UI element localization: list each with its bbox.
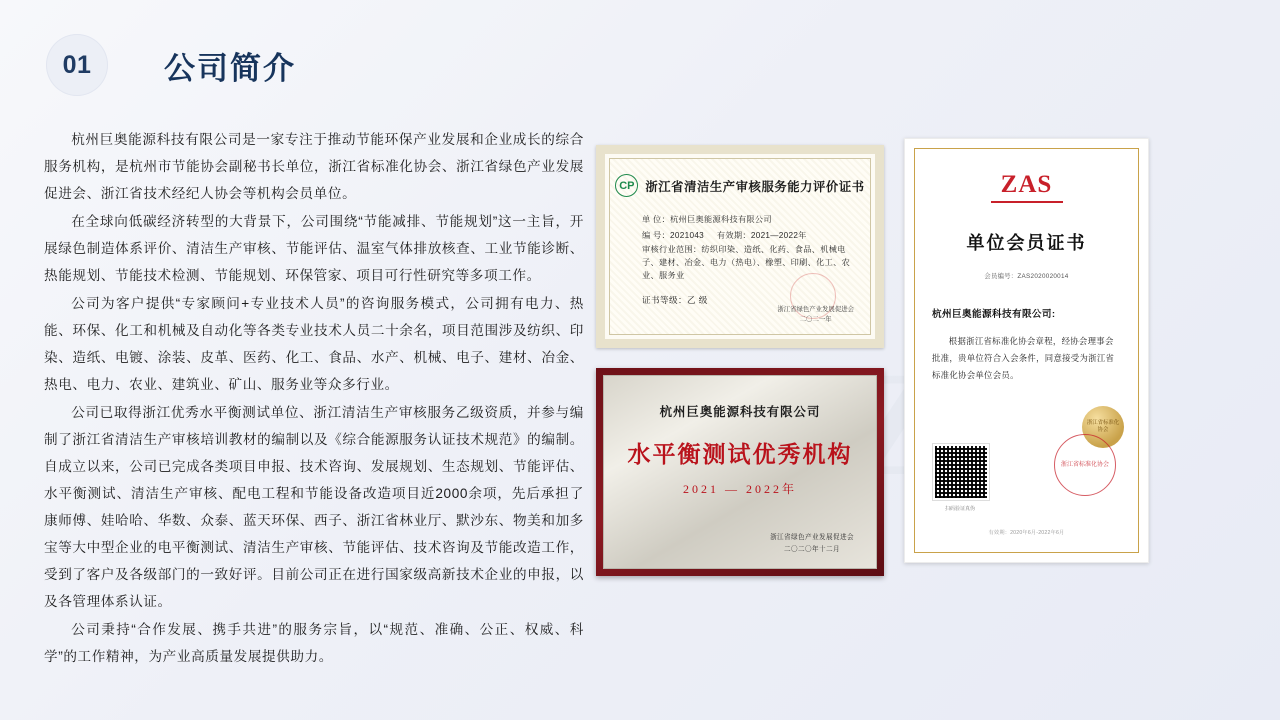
plaque-water-balance <box>596 368 884 576</box>
certificate-body-text: 根据浙江省标准化协会章程，经协会理事会批准，贵单位符合入会条件，同意接受为浙江省标准化协会单位会员。 <box>932 336 1115 380</box>
cleaner-production-logo-icon: CP <box>615 174 638 197</box>
scope-label: 审核行业范围： <box>642 245 702 254</box>
unit-label: 单 位： <box>642 215 671 224</box>
paragraph: 公司秉持“合作发展、携手共进”的服务宗旨，以“规范、准确、公正、权威、科学”的工作精神，为产业高质量发展提供助力。 <box>44 622 584 664</box>
grade-value: 乙 级 <box>686 295 708 305</box>
qr-caption: 扫码验证真伪 <box>944 506 975 512</box>
scope-value: 纺织印染、造纸、化药、食品、机械电子、建材、冶金、电力（热电）、橡塑、印刷、化工、农业、服务业 <box>642 245 851 280</box>
paragraph: 在全球向低碳经济转型的大背景下，公司围绕“节能减排、节能规划”这一主旨，开展绿色制造体系评价、清洁生产审核、节能评估、温室气体排放核查、工业节能诊断、热能规划、节能技术检测、节能规划、环保管家、项目可行性研究等多项工作。 <box>44 214 584 283</box>
certificate-footer: 有效期：2020年6月-2022年6月 <box>988 530 1065 536</box>
grade-label: 证书等级： <box>642 295 687 305</box>
issue-date: 二〇二一年 <box>799 316 832 323</box>
member-company-name: 杭州巨奥能源科技有限公司: <box>932 309 1056 320</box>
gold-badge-icon: 浙江省标准化协会 <box>1082 406 1124 448</box>
certificate-gallery <box>596 138 1236 578</box>
paragraph: 公司已取得浙江优秀水平衡测试单位、浙江清洁生产审核服务乙级资质，并参与编制了浙江省清洁生产审核培训教材的编制以及《综合能源服务认证技术规范》的编制。自成立以来，公司已完成各类项目申报、技术咨询、发展规划、生态规划、节能评估、水平衡测试、清洁生产审核、配电工程和节能设备改造项目近2000余项，先后承担了康师傅、娃哈哈、华数、众泰、蓝天环保、西子、浙江省林业厅、默沙东、物美和加多宝等大中型企业的电平衡测试、清洁生产审核、节能评估、技术咨询及节能改造工作，受到了客户及各级部门的一致好评。目前公司正在进行国家级高新技术企业的申报，以及各管理体系认证。 <box>44 405 584 609</box>
paragraph: 公司为客户提供“专家顾问+专业技术人员”的咨询服务模式，公司拥有电力、热能、环保、化工和机械及自动化等各类专业技术人员二十余名，项目范围涉及纺织、印染、造纸、电镀、涂装、皮革、医药、化工、食品、水产、机械、电子、建材、冶金、热电、电力、农业、建筑业、矿山、服务业等众多行业。 <box>44 296 584 392</box>
qr-code-icon <box>933 444 989 500</box>
unit-value: 杭州巨奥能源科技有限公司 <box>670 215 772 224</box>
certificate-unit-member <box>904 138 1149 563</box>
company-introduction-text <box>44 126 584 671</box>
page-title: 公司简介 <box>164 50 296 86</box>
certificate-cleaner-production <box>596 145 884 348</box>
number-label: 编 号： <box>642 230 671 240</box>
plaque-issuer: 浙江省绿色产业发展促进会 <box>770 534 854 541</box>
number-value: 2021043 <box>670 230 705 240</box>
certificate-title: 单位会员证书 <box>966 233 1087 253</box>
red-seal-icon: 浙江省标准化协会 <box>1054 434 1116 496</box>
zas-logo-icon: ZAS <box>932 171 1121 203</box>
plaque-years: 2021 — 2022年 <box>682 482 797 496</box>
member-number: 会员编号：ZAS2020020014 <box>984 273 1069 280</box>
issuer: 浙江省绿色产业发展促进会 <box>777 306 854 313</box>
paragraph: 杭州巨奥能源科技有限公司是一家专注于推动节能环保产业发展和企业成长的综合服务机构，是杭州市节能协会副秘书长单位，浙江省标准化协会、浙江省绿色产业发展促进会、浙江省技术经纪人协会等机构会员单位。 <box>44 132 584 201</box>
plaque-company-name: 杭州巨奥能源科技有限公司 <box>659 405 821 419</box>
slide-header <box>46 34 296 96</box>
certificate-title: 浙江省清洁生产审核服务能力评价证书 <box>645 179 865 194</box>
validity-label: 有效期： <box>716 230 751 240</box>
plaque-issue-date: 二〇二〇年十二月 <box>784 546 840 553</box>
validity-value: 2021—2022年 <box>750 230 807 240</box>
plaque-title: 水平衡测试优秀机构 <box>627 442 853 467</box>
section-number-badge: 01 <box>46 34 108 96</box>
